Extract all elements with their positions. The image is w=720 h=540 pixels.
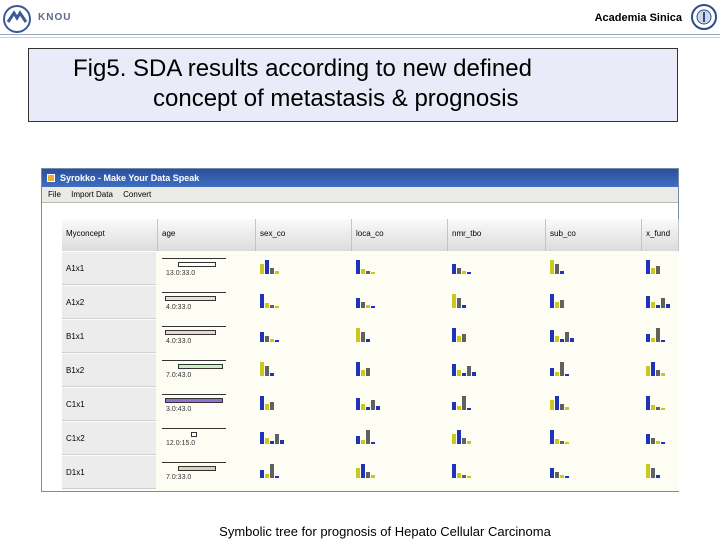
histogram-bar xyxy=(270,373,274,376)
histogram-bar xyxy=(371,442,375,444)
row-label[interactable]: D1x1 xyxy=(62,456,156,489)
column-header-x-fund[interactable]: x_fund xyxy=(642,219,679,251)
histogram-bar xyxy=(260,362,264,376)
histogram-bar xyxy=(452,328,456,342)
histogram-bar xyxy=(656,328,660,342)
histogram-bar xyxy=(361,404,365,410)
histogram-bar xyxy=(275,476,279,478)
histogram-bar xyxy=(462,305,466,308)
column-header-sex-co[interactable]: sex_co xyxy=(256,219,352,251)
histogram-bar xyxy=(457,336,461,342)
histogram-bar xyxy=(366,430,370,444)
header-divider xyxy=(0,34,720,35)
histogram-bar xyxy=(661,373,665,376)
histogram-bar xyxy=(555,302,559,308)
window-title: Syrokko - Make Your Data Speak xyxy=(60,173,200,183)
histogram-bar xyxy=(265,336,269,342)
histogram-bar xyxy=(560,475,564,478)
histogram-bar xyxy=(550,260,554,274)
histogram-bar xyxy=(550,400,554,410)
histogram-bar xyxy=(462,373,466,376)
row-label[interactable]: B1x1 xyxy=(62,320,156,353)
histogram-bar xyxy=(452,264,456,274)
histogram-bar xyxy=(265,303,269,308)
histogram-bar xyxy=(646,260,650,274)
slide-caption: Symbolic tree for prognosis of Hepato Cellular Carcinoma xyxy=(219,524,551,539)
histogram-bar xyxy=(371,306,375,308)
menu-file[interactable]: File xyxy=(48,190,61,199)
histogram-bar xyxy=(270,268,274,274)
histogram-bar xyxy=(467,476,471,478)
histogram-bar xyxy=(376,406,380,410)
menu-convert[interactable]: Convert xyxy=(123,190,152,199)
histogram-bar xyxy=(550,330,554,342)
histogram-bar xyxy=(452,434,456,444)
histogram-bar xyxy=(265,260,269,274)
histogram-bar xyxy=(265,366,269,376)
histogram-bar xyxy=(462,438,466,444)
histogram-bar xyxy=(560,339,564,342)
histogram-bar xyxy=(270,305,274,308)
histogram-bar xyxy=(555,396,559,410)
age-range-line xyxy=(162,428,226,429)
histogram-bar xyxy=(457,298,461,308)
histogram-bar xyxy=(656,370,660,376)
menu-bar xyxy=(42,187,678,203)
column-header-sub-co[interactable]: sub_co xyxy=(546,219,642,251)
age-range-box xyxy=(178,364,223,369)
histogram-bar xyxy=(565,407,569,410)
histogram-bar xyxy=(361,332,365,342)
histogram-bar xyxy=(656,305,660,308)
academia-sinica-seal-icon xyxy=(690,3,718,31)
histogram-bar xyxy=(457,430,461,444)
histogram-bar xyxy=(467,272,471,274)
histogram-bar xyxy=(260,264,264,274)
histogram-bar xyxy=(270,339,274,342)
histogram-bar xyxy=(651,405,655,410)
histogram-bar xyxy=(570,338,574,342)
histogram-bar xyxy=(565,332,569,342)
age-range-text: 4.0:33.0 xyxy=(166,304,192,311)
histogram-bar xyxy=(560,441,564,444)
histogram-bar xyxy=(356,328,360,342)
histogram-bar xyxy=(467,408,471,410)
histogram-bar xyxy=(457,473,461,478)
sda-result-table xyxy=(62,219,679,491)
age-range-text: 3.0:43.0 xyxy=(166,406,192,413)
age-range-box xyxy=(191,432,197,437)
histogram-bar xyxy=(452,294,456,308)
histogram-bar xyxy=(260,432,264,444)
column-header-nmr-tbo[interactable]: nmr_tbo xyxy=(448,219,546,251)
histogram-bar xyxy=(356,468,360,478)
histogram-bar xyxy=(361,269,365,274)
histogram-bar xyxy=(356,298,360,308)
histogram-bar xyxy=(356,398,360,410)
row-label[interactable]: A1x1 xyxy=(62,252,156,285)
title-line-1: Fig5. SDA results according to new defined xyxy=(73,55,532,82)
histogram-bar xyxy=(275,340,279,342)
histogram-bar xyxy=(661,442,665,444)
histogram-bar xyxy=(656,441,660,444)
histogram-bar xyxy=(361,464,365,478)
histogram-bar xyxy=(366,271,370,274)
title-box xyxy=(28,48,678,122)
age-range-line xyxy=(162,258,226,259)
histogram-bar xyxy=(366,339,370,342)
column-header-myconcept[interactable]: Myconcept xyxy=(62,219,158,251)
histogram-bar xyxy=(361,440,365,444)
histogram-bar xyxy=(462,271,466,274)
histogram-bar xyxy=(646,464,650,478)
row-label[interactable]: B1x2 xyxy=(62,354,156,387)
histogram-bar xyxy=(371,272,375,274)
histogram-bar xyxy=(260,332,264,342)
histogram-bar xyxy=(356,260,360,274)
histogram-bar xyxy=(656,475,660,478)
histogram-bar xyxy=(467,441,471,444)
header-divider-secondary xyxy=(0,37,720,38)
histogram-bar xyxy=(265,474,269,478)
histogram-bar xyxy=(260,396,264,410)
histogram-bar xyxy=(666,304,670,308)
histogram-bar xyxy=(550,430,554,444)
histogram-bar xyxy=(651,268,655,274)
histogram-bar xyxy=(646,334,650,342)
histogram-bar xyxy=(550,468,554,478)
histogram-bar xyxy=(356,362,360,376)
age-range-line xyxy=(162,462,226,463)
menu-import-data[interactable]: Import Data xyxy=(71,190,113,199)
histogram-bar xyxy=(452,364,456,376)
window-titlebar[interactable] xyxy=(42,169,678,187)
histogram-bar xyxy=(656,266,660,274)
histogram-bar xyxy=(560,362,564,376)
histogram-bar xyxy=(656,407,660,410)
histogram-bar xyxy=(565,442,569,444)
histogram-bar xyxy=(555,264,559,274)
histogram-bar xyxy=(452,402,456,410)
histogram-bar xyxy=(646,396,650,410)
app-window xyxy=(41,168,679,492)
histogram-bar xyxy=(356,436,360,444)
age-range-text: 7.0:43.0 xyxy=(166,372,192,379)
histogram-bar xyxy=(646,366,650,376)
histogram-bar xyxy=(270,441,274,444)
histogram-bar xyxy=(661,298,665,308)
age-range-text: 4.0:33.0 xyxy=(166,338,192,345)
row-label[interactable]: A1x2 xyxy=(62,286,156,319)
histogram-bar xyxy=(550,294,554,308)
age-range-box xyxy=(165,398,223,403)
histogram-bar xyxy=(651,338,655,342)
histogram-bar xyxy=(651,302,655,308)
histogram-bar xyxy=(275,306,279,308)
histogram-bar xyxy=(366,472,370,478)
age-range-line xyxy=(162,394,226,395)
histogram-bar xyxy=(457,406,461,410)
histogram-bar xyxy=(270,464,274,478)
histogram-bar xyxy=(270,402,274,410)
age-range-box xyxy=(178,466,216,471)
histogram-bar xyxy=(275,434,279,444)
organization-name: Academia Sinica xyxy=(594,12,682,24)
histogram-bar xyxy=(457,370,461,376)
histogram-bar xyxy=(366,368,370,376)
histogram-bar xyxy=(565,476,569,478)
histogram-bar xyxy=(366,305,370,308)
histogram-bar xyxy=(361,302,365,308)
histogram-bar xyxy=(565,374,569,376)
age-range-text: 12.0:15.0 xyxy=(166,440,196,447)
histogram-bar xyxy=(560,404,564,410)
histogram-bar xyxy=(260,470,264,478)
histogram-bar xyxy=(550,368,554,376)
row-label[interactable]: C1x2 xyxy=(62,422,156,455)
column-header-loca-co[interactable]: loca_co xyxy=(352,219,448,251)
histogram-bar xyxy=(651,362,655,376)
histogram-bar xyxy=(361,370,365,376)
logo-text: KNOU xyxy=(38,12,72,23)
histogram-bar xyxy=(275,271,279,274)
histogram-bar xyxy=(555,372,559,376)
histogram-bar xyxy=(555,439,559,444)
histogram-bar xyxy=(646,434,650,444)
column-header-age[interactable]: age xyxy=(158,219,256,251)
histogram-bar xyxy=(280,440,284,444)
histogram-bar xyxy=(560,271,564,274)
histogram-bar xyxy=(661,340,665,342)
age-range-text: 7.0:33.0 xyxy=(166,474,192,481)
age-range-box xyxy=(165,296,216,301)
age-range-line xyxy=(162,292,226,293)
age-range-line xyxy=(162,360,226,361)
histogram-bar xyxy=(265,404,269,410)
histogram-bar xyxy=(472,372,476,376)
histogram-bar xyxy=(462,396,466,410)
histogram-bar xyxy=(651,468,655,478)
histogram-bar xyxy=(366,407,370,410)
histogram-bar xyxy=(371,400,375,410)
histogram-bar xyxy=(452,464,456,478)
histogram-bar xyxy=(467,366,471,376)
histogram-bar xyxy=(555,336,559,342)
histogram-bar xyxy=(457,268,461,274)
app-icon xyxy=(47,174,55,182)
histogram-bar xyxy=(265,438,269,444)
histogram-bar xyxy=(260,294,264,308)
age-range-text: 13.0:33.0 xyxy=(166,270,196,277)
age-range-box xyxy=(165,330,216,335)
knou-logo-icon xyxy=(2,4,32,34)
title-line-2: concept of metastasis & prognosis xyxy=(153,85,519,112)
row-label[interactable]: C1x1 xyxy=(62,388,156,421)
histogram-bar xyxy=(371,475,375,478)
histogram-bar xyxy=(560,300,564,308)
histogram-bar xyxy=(646,296,650,308)
histogram-bar xyxy=(555,472,559,478)
age-range-box xyxy=(178,262,216,267)
histogram-bar xyxy=(661,408,665,410)
histogram-bar xyxy=(651,438,655,444)
histogram-bar xyxy=(462,334,466,342)
age-range-line xyxy=(162,326,226,327)
histogram-bar xyxy=(462,475,466,478)
